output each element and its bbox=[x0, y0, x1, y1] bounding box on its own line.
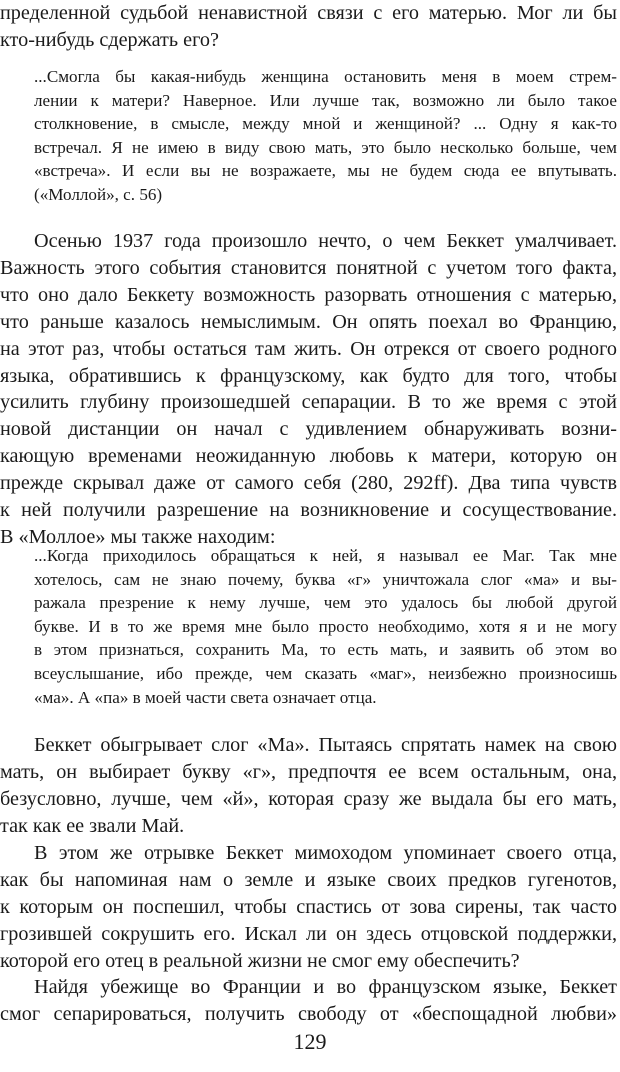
text-line: прежде скрывал даже от самого себя (280, 292ff). Два типа чувств bbox=[0, 472, 617, 495]
text-line: безусловно, лучше, чем «й», которая сразу же выдала бы его мать, bbox=[0, 787, 617, 810]
paragraph-continued bbox=[0, 0, 617, 54]
quote-molloy-1 bbox=[34, 65, 617, 207]
quote-line: лении к матери? Наверное. Или лучше так, возможно ли было такое bbox=[34, 90, 617, 110]
text-line: кающую временами неожиданную любовь к матери, которую он bbox=[0, 445, 617, 468]
quote-line: букве. И в то же время мне было просто необходимо, хотя я и не могу bbox=[34, 616, 617, 636]
quote-line: хотелось, сам не знаю почему, буква «г» уничтожала слог «ма» и вы- bbox=[34, 569, 617, 589]
text-line: Важность этого события становится понятной с учетом того факта, bbox=[0, 256, 617, 279]
quote-line: всеуслышание, ибо прежде, чем сказать «маг», неизбежно произносишь bbox=[34, 663, 617, 683]
paragraph-autumn-1937 bbox=[0, 228, 617, 551]
paragraph-refuge-france bbox=[0, 974, 617, 1028]
text-line: что раньше казалось немыслимым. Он опять поехал во Францию, bbox=[0, 310, 617, 333]
quote-line: «ма». А «па» в моей части света означает отца. bbox=[34, 687, 377, 707]
paragraph-syllable-ma bbox=[0, 732, 617, 840]
text-line: на этот раз, чтобы остаться там жить. Он отрекся от своего родного bbox=[0, 337, 617, 360]
quote-line: «встреча». И если вы не возражаете, мы не будем сюда ее впутывать. bbox=[34, 161, 617, 181]
text-line: Беккет обыгрывает слог «Ма». Пытаясь спрятать намек на свою bbox=[34, 734, 617, 756]
paragraph-father bbox=[0, 840, 617, 975]
quote-molloy-2 bbox=[34, 544, 617, 709]
text-line: что оно дало Беккету возможность разорвать отношения с матерью, bbox=[0, 283, 617, 306]
quote-line: («Моллой», с. 56) bbox=[34, 184, 163, 204]
text-line: так как ее звали Май. bbox=[0, 814, 185, 837]
text-line: новой дистанции он начал с удивлением обнаруживать возни- bbox=[0, 418, 617, 441]
quote-line: столкновение, в смысле, между мной и женщиной? ... Одну я как-то bbox=[34, 114, 617, 134]
text-line: кто-нибудь сдержать его? bbox=[0, 28, 219, 51]
text-line: смог сепарироваться, получить свободу от «беспощадной любви» bbox=[0, 1002, 617, 1025]
text-line: как бы напоминая нам о земле и языке своих предков гугенотов, bbox=[0, 868, 617, 891]
page-number: 129 bbox=[293, 1029, 327, 1054]
text-line: грозившей сокрушить его. Искал ли он здесь отцовской поддержки, bbox=[0, 922, 617, 945]
text-line: мать, он выбирает букву «г», предпочтя ее всем остальным, она, bbox=[0, 760, 617, 783]
text-line: к ней получили разрешение на возникновение и сосуществование. bbox=[0, 499, 617, 522]
quote-line: ражала презрение к нему лучше, чем это удалось бы любой другой bbox=[34, 593, 617, 613]
text-line: В этом же отрывке Беккет мимоходом упоминает своего отца, bbox=[34, 842, 617, 864]
text-line: Найдя убежище во Франции и во французском языке, Беккет bbox=[34, 976, 617, 998]
text-line: В «Моллое» мы также находим: bbox=[0, 525, 276, 548]
quote-line: ...Смогла бы какая-нибудь женщина остановить меня в моем стрем- bbox=[34, 67, 617, 86]
text-line: которой его отец в реальной жизни не смог ему обеспечить? bbox=[0, 949, 520, 972]
text-line: пределенной судьбой ненавистной связи с его матерью. Мог ли бы bbox=[0, 2, 617, 24]
quote-line: встречал. Я не имею в виду свою мать, это было несколько больше, чем bbox=[34, 137, 617, 157]
text-line: языка, обратившись к французскому, как будто для того, чтобы bbox=[0, 364, 617, 387]
text-line: усилить глубину произошедшей сепарации. В то же время с этой bbox=[0, 391, 617, 414]
quote-line: в этом признаться, сохранить Ма, то есть мать, и заявить об этом во bbox=[34, 640, 617, 660]
text-line: Осенью 1937 года произошло нечто, о чем Беккет умалчивает. bbox=[34, 230, 617, 252]
text-line: к которым он поспешил, чтобы спастись от зова сирены, так часто bbox=[0, 895, 617, 918]
quote-line: ...Когда приходилось обращаться к ней, я называл ее Маг. Так мне bbox=[34, 546, 617, 565]
